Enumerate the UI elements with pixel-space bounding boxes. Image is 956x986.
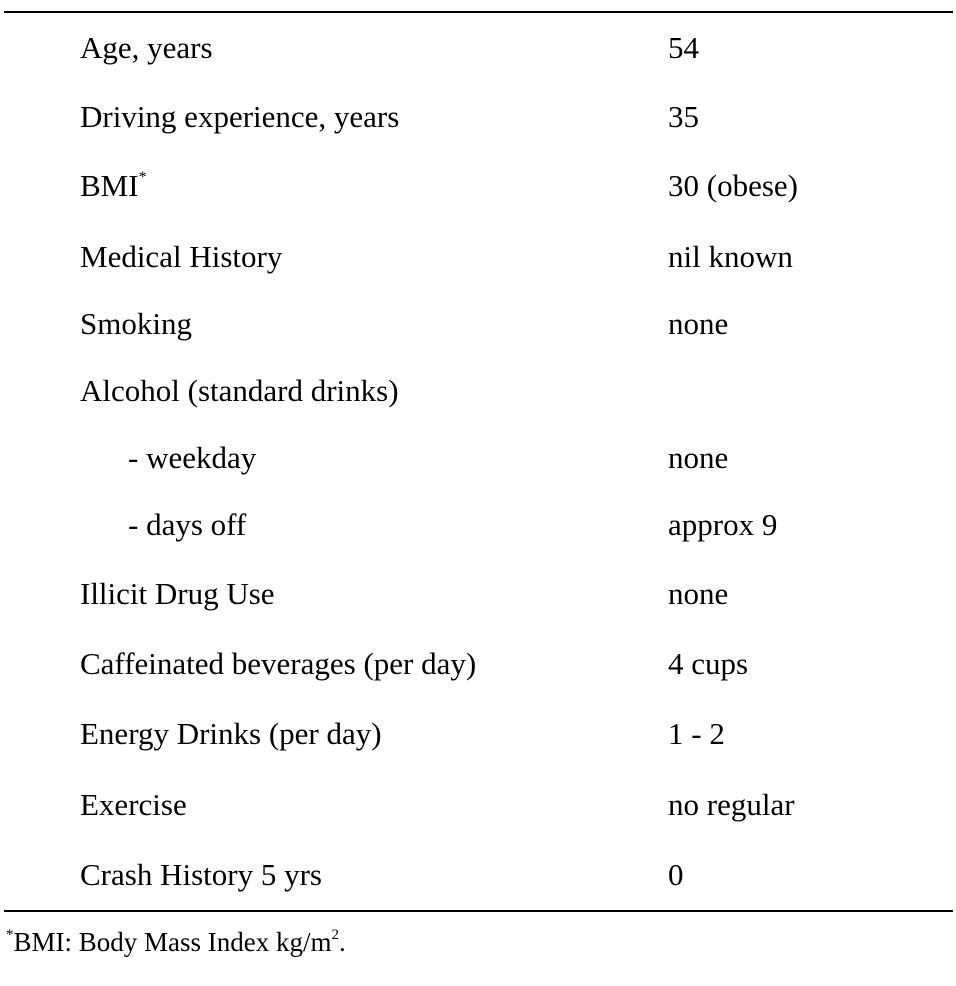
- table-row: [0, 237, 956, 277]
- table-row: [0, 371, 956, 411]
- table-row: [0, 97, 956, 137]
- row-label-illicit-drug-use: Illicit Drug Use: [80, 576, 275, 611]
- row-label-caffeinated-beverages: Caffeinated beverages (per day): [80, 646, 477, 681]
- table-footnote: [6, 922, 346, 962]
- row-value-weekday: none: [668, 440, 729, 475]
- row-value-driving-experience: 35: [668, 99, 699, 134]
- footnote-marker: *: [6, 927, 14, 943]
- table-row: [0, 785, 956, 825]
- table-row: [0, 28, 956, 68]
- table-row: [0, 166, 956, 206]
- table-row: [0, 855, 956, 895]
- row-label-alcohol: Alcohol (standard drinks): [80, 373, 399, 408]
- footnote-text: BMI: Body Mass Index kg/m: [13, 927, 332, 957]
- table-row: [0, 304, 956, 344]
- row-label-medical-history: Medical History: [80, 239, 283, 274]
- row-value-crash-history: 0: [668, 857, 684, 892]
- row-value-caffeinated-beverages: 4 cups: [668, 646, 749, 681]
- row-label-crash-history: Crash History 5 yrs: [80, 857, 322, 892]
- table-row: [0, 644, 956, 684]
- row-label-driving-experience: Driving experience, years: [80, 99, 400, 134]
- row-value-exercise: no regular: [668, 787, 795, 822]
- table-bottom-rule: [4, 910, 953, 912]
- row-label-bmi: [80, 166, 147, 206]
- row-value-smoking: none: [668, 306, 729, 341]
- row-label-weekday: - weekday: [128, 440, 257, 475]
- row-label-days-off: - days off: [128, 507, 247, 542]
- footnote-superscript: 2: [331, 927, 340, 943]
- row-value-medical-history: nil known: [668, 239, 793, 274]
- row-label-age: Age, years: [80, 30, 213, 65]
- row-value-illicit-drug-use: none: [668, 576, 729, 611]
- table-row: [0, 714, 956, 754]
- row-value-energy-drinks: 1 - 2: [668, 716, 725, 751]
- table-row: [0, 505, 956, 545]
- bmi-footnote-marker: *: [138, 169, 147, 186]
- table-row: [0, 438, 956, 478]
- bmi-label-text: BMI: [80, 168, 139, 203]
- row-label-energy-drinks: Energy Drinks (per day): [80, 716, 382, 751]
- row-value-bmi: 30 (obese): [668, 168, 798, 203]
- table-row: [0, 574, 956, 614]
- row-label-exercise: Exercise: [80, 787, 187, 822]
- row-label-smoking: Smoking: [80, 306, 192, 341]
- row-value-age: 54: [668, 30, 699, 65]
- row-value-days-off: approx 9: [668, 507, 778, 542]
- footnote-suffix: .: [339, 927, 346, 957]
